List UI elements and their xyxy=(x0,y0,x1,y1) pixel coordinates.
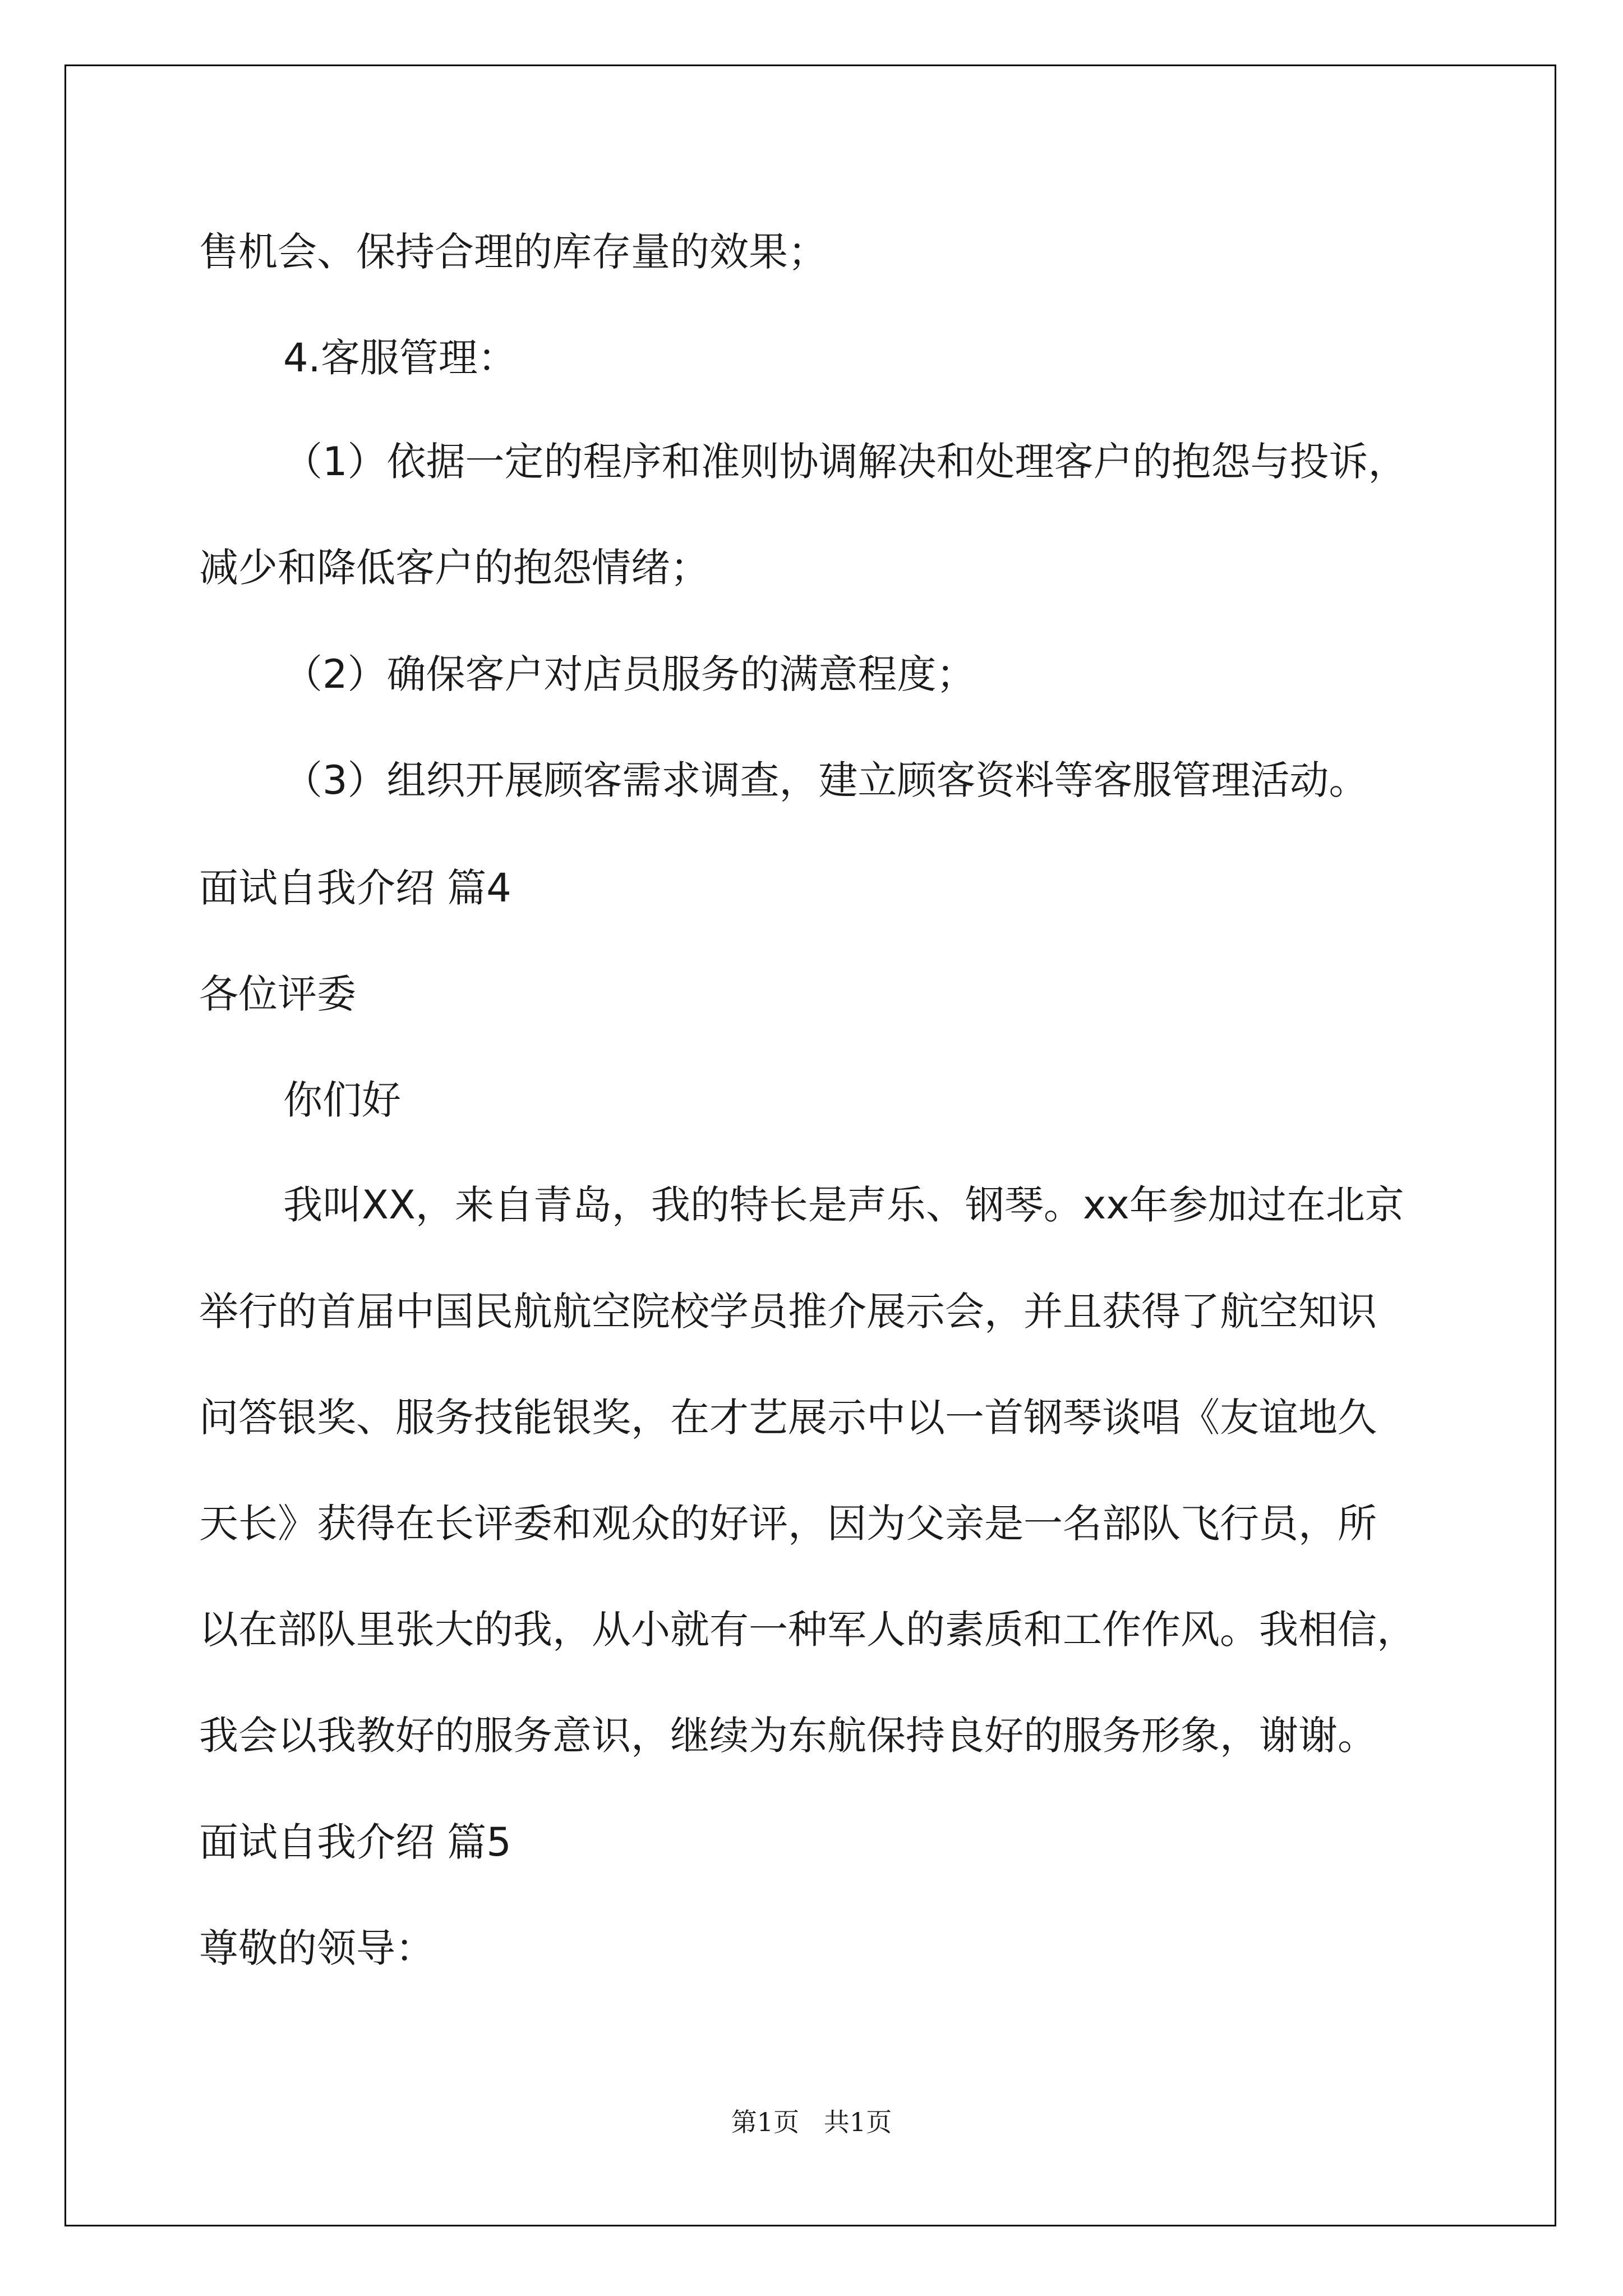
section-title-part-4: 面试自我介绍 篇4 xyxy=(199,865,511,911)
paragraph-line: 天长》获得在长评委和观众的好评，因为父亲是一名部队飞行员，所 xyxy=(199,1501,1377,1547)
page-border xyxy=(64,65,1556,2226)
salutation: 各位评委 xyxy=(199,971,356,1017)
salutation: 尊敬的领导： xyxy=(199,1925,435,1971)
paragraph-line: 我会以我教好的服务意识，继续为东航保持良好的服务形象，谢谢。 xyxy=(199,1713,1377,1759)
page-number-footer: 第1页 共1页 xyxy=(731,2107,892,2137)
section-heading-customer-service: 4.客服管理： xyxy=(283,335,517,381)
paragraph-line: 问答银奖、服务技能银奖，在才艺展示中以一首钢琴谈唱《友谊地久 xyxy=(199,1395,1377,1441)
paragraph-line: 以在部队里张大的我，从小就有一种军人的素质和工作作风。我相信， xyxy=(199,1607,1416,1653)
paragraph-line: 减少和降低客户的抱怨情绪； xyxy=(199,545,709,591)
list-item-3: （3）组织开展顾客需求调查，建立顾客资料等客服管理活动。 xyxy=(283,757,1368,803)
paragraph-line: 举行的首届中国民航航空院校学员推介展示会，并且获得了航空知识 xyxy=(199,1289,1377,1335)
paragraph-line: 售机会、保持合理的库存量的效果； xyxy=(199,229,827,275)
paragraph-line: 我叫XX，来自青岛，我的特长是声乐、钢琴。xx年参加过在北京 xyxy=(283,1182,1404,1228)
section-title-part-5: 面试自我介绍 篇5 xyxy=(199,1819,511,1865)
list-item-2: （2）确保客户对店员服务的满意程度； xyxy=(283,651,976,697)
greeting: 你们好 xyxy=(283,1077,401,1123)
list-item-1: （1）依据一定的程序和准则协调解决和处理客户的抱怨与投诉， xyxy=(283,439,1408,485)
